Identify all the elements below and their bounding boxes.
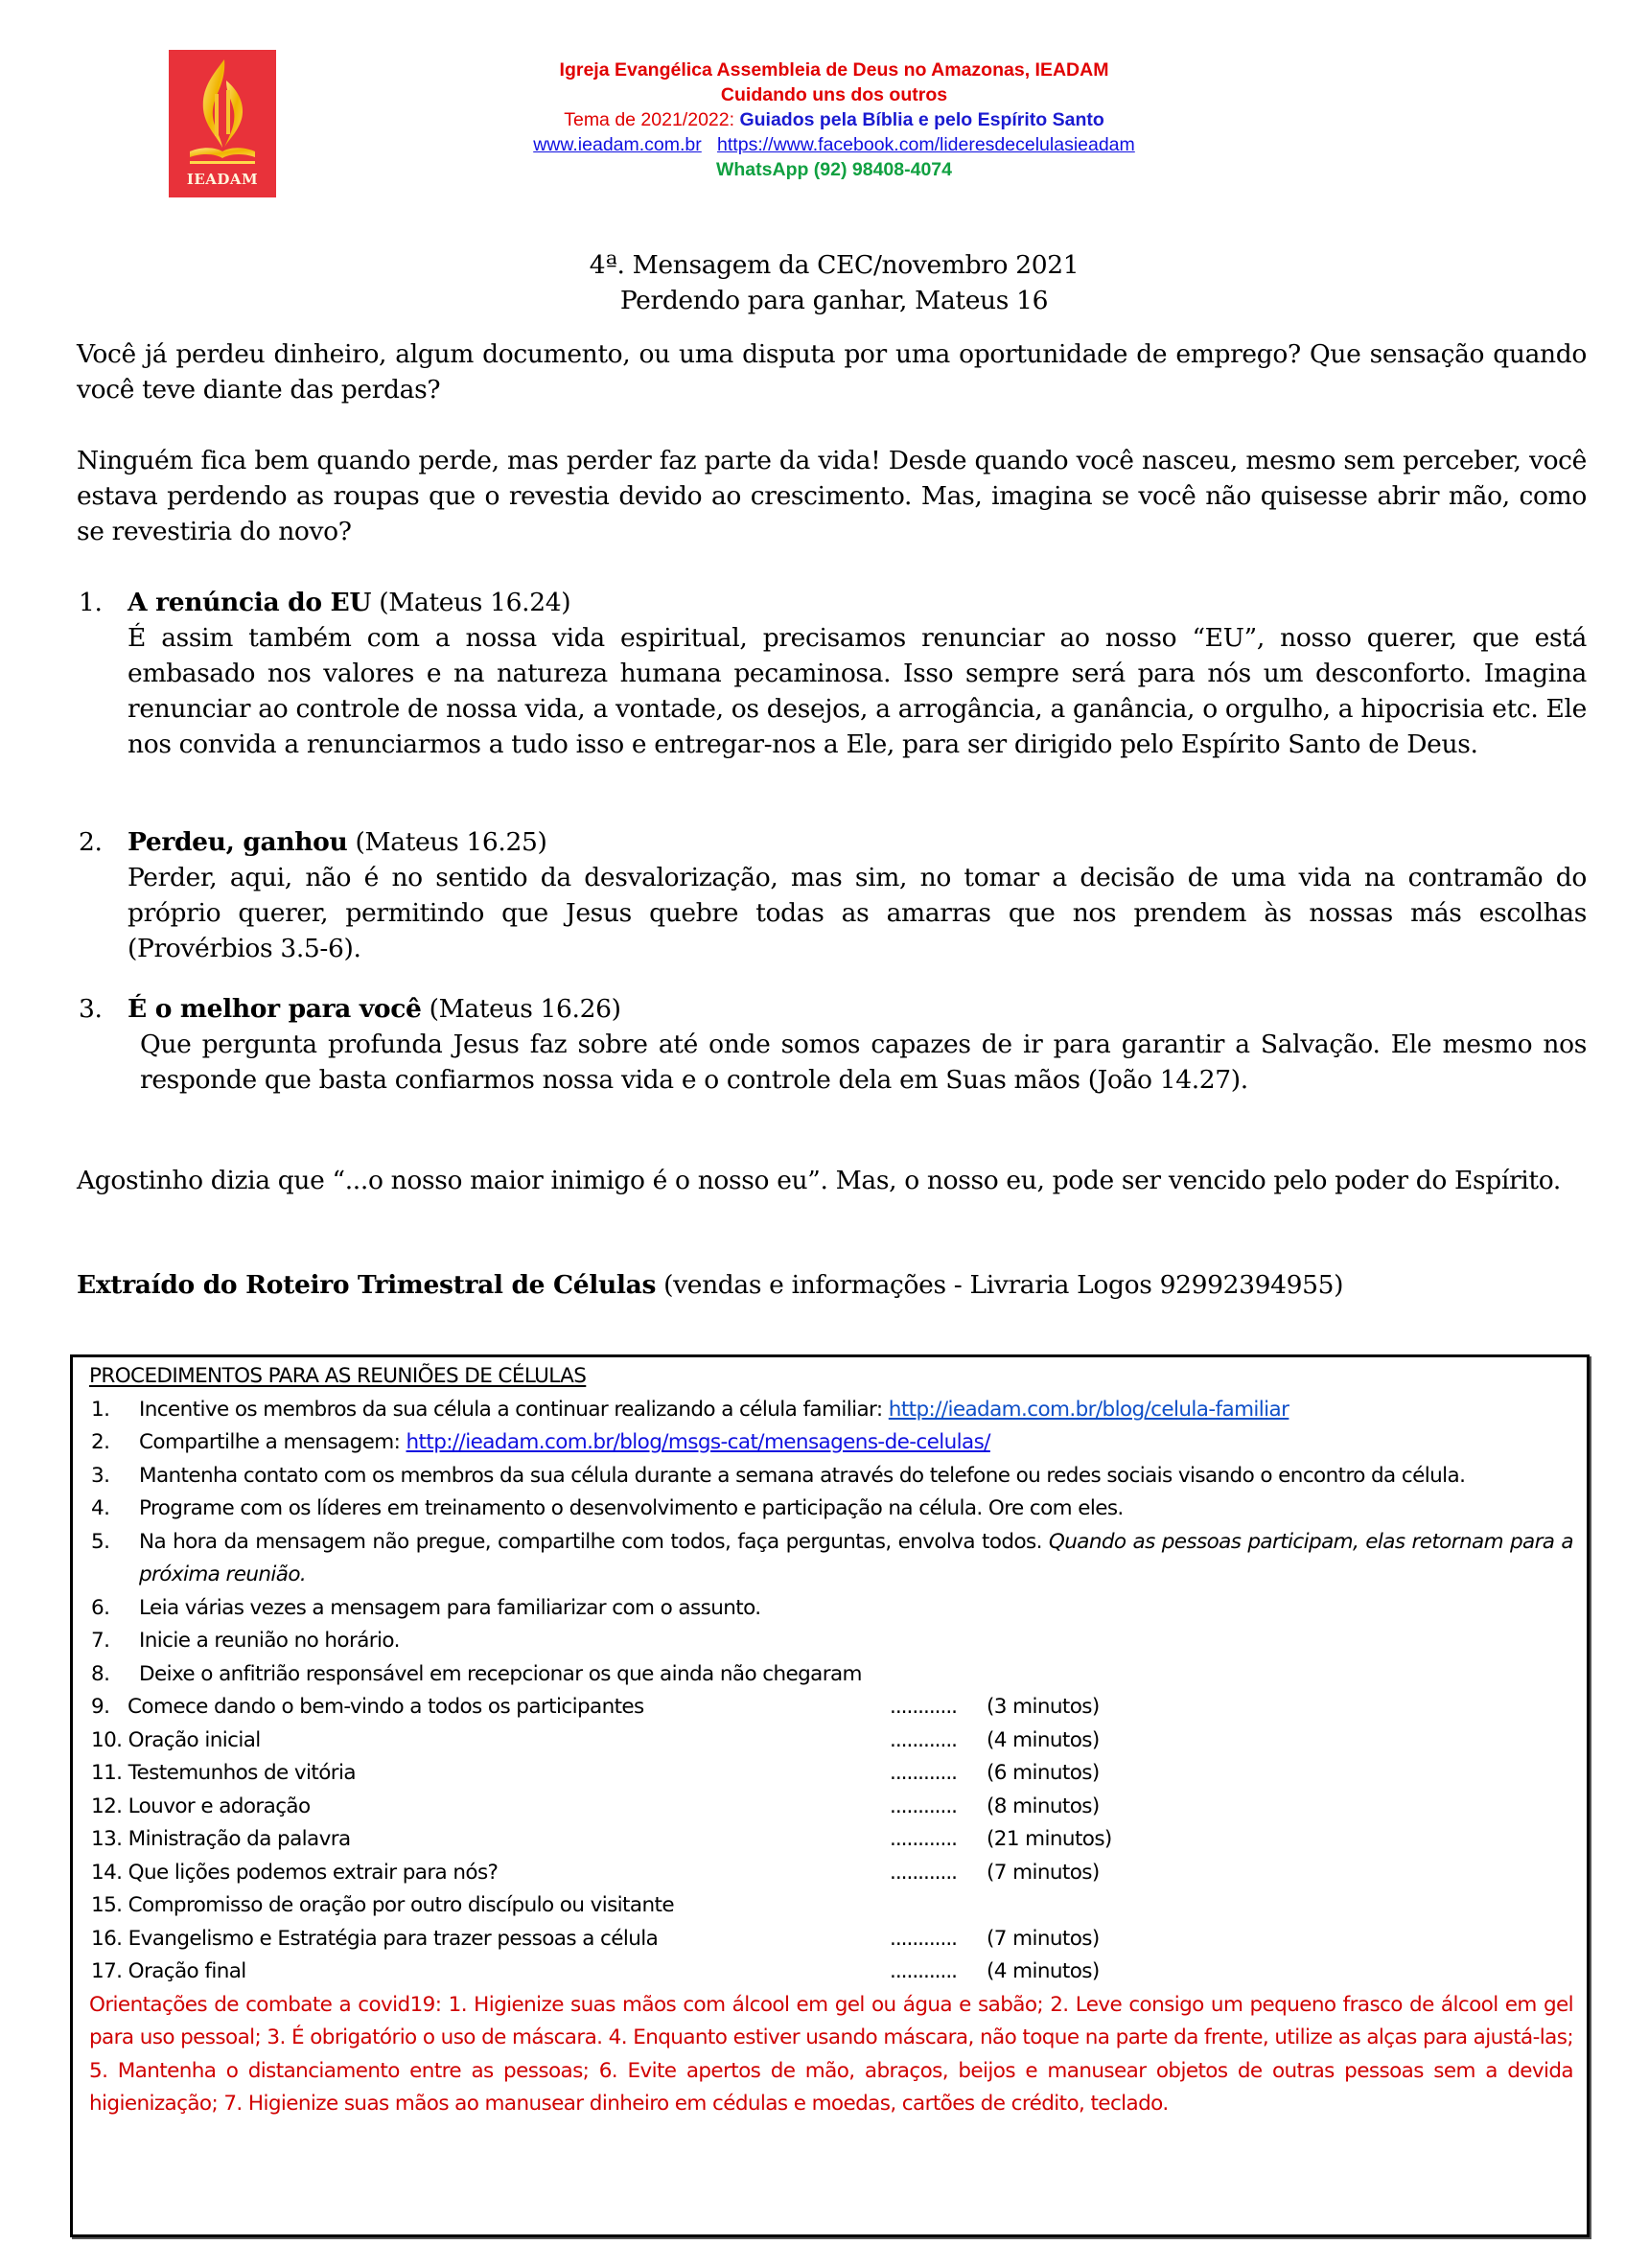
point-heading: É o melhor para você	[128, 994, 422, 1024]
procedure-item	[89, 1526, 1573, 1592]
procedure-number: 2.	[91, 1430, 110, 1454]
procedure-number: 3.	[91, 1463, 110, 1488]
ieadam-logo	[169, 50, 276, 197]
agenda-item	[89, 1724, 1573, 1758]
agenda-duration: (3 minutos)	[987, 1695, 1100, 1719]
agenda-item	[89, 1757, 1573, 1791]
source-title: Extraído do Roteiro Trimestral de Células	[77, 1270, 657, 1300]
theme-text: Guiados pela Bíblia e pelo Espírito Santo	[739, 109, 1104, 130]
agenda-label: 12. Louvor e adoração	[91, 1794, 311, 1818]
intro-paragraph-1: Você já perdeu dinheiro, algum documento, ou uma disputa por uma oportunidade de emprego? Que sensação quando você teve diante das perdas?	[77, 339, 1587, 405]
agenda-label: 11. Testemunhos de vitória	[91, 1761, 356, 1785]
title-line-2: Perdendo para ganhar, Mateus 16	[619, 286, 1049, 315]
agenda-item	[89, 1857, 1573, 1890]
flame-bible-icon	[184, 56, 261, 169]
dot-leader: ............	[890, 1926, 958, 1951]
intro-paragraph-2: Ninguém fica bem quando perde, mas perder faz parte da vida! Desde quando você nasceu, mesmo sem perceber, você estava perdendo as roupas que o revestia devido ao crescimento. Mas, imagina se você não quisesse abrir mão, como se revestiria do novo?	[77, 446, 1587, 546]
point-number: 1.	[79, 588, 103, 617]
agenda-label: 16. Evangelismo e Estratégia para trazer pessoas a célula	[91, 1926, 659, 1951]
church-motto: Cuidando uns dos outros	[720, 84, 948, 105]
procedure-text: Mantenha contato com os membros da sua célula durante a semana através do telefone ou redes sociais visando o encontro da célula.	[139, 1463, 1466, 1488]
source-line	[77, 1267, 1587, 1303]
agenda-item	[89, 1791, 1573, 1824]
dot-leader: ............	[890, 1860, 958, 1885]
point-heading: Perdeu, ganhou	[128, 827, 348, 857]
agenda-duration: (21 minutos)	[987, 1827, 1112, 1851]
procedure-text: Programe com os líderes em treinamento o desenvolvimento e participação na célula. Ore com eles.	[139, 1496, 1124, 1520]
agenda-label: 14. Que lições podemos extrair para nós?	[91, 1860, 499, 1885]
agenda-label: 15. Compromisso de oração por outro discípulo ou visitante	[91, 1893, 674, 1917]
point-3	[79, 991, 1587, 1098]
procedure-item	[89, 1460, 1573, 1493]
agenda-label: 9. Comece dando o bem-vindo a todos os participantes	[91, 1695, 644, 1719]
dot-leader: ............	[890, 1761, 958, 1785]
procedure-item	[89, 1592, 1573, 1626]
agenda-duration: (4 minutos)	[987, 1727, 1100, 1752]
procedure-text: Compartilhe a mensagem:	[139, 1430, 406, 1454]
links-line	[288, 132, 1381, 157]
theme-prefix: Tema de 2021/2022:	[564, 109, 740, 130]
agenda-duration: (4 minutos)	[987, 1959, 1100, 1983]
dot-leader: ............	[890, 1794, 958, 1818]
procedure-text: Incentive os membros da sua célula a continuar realizando a célula familiar:	[139, 1397, 889, 1422]
agenda-item	[89, 1923, 1573, 1956]
mensagens-link[interactable]: http://ieadam.com.br/blog/msgs-cat/mensagens-de-celulas/	[406, 1430, 990, 1454]
procedure-item	[89, 1426, 1573, 1460]
theme-line	[288, 107, 1381, 132]
agenda-duration: (8 minutos)	[987, 1794, 1100, 1818]
point-heading: A renúncia do EU	[128, 588, 372, 617]
agenda-duration: (6 minutos)	[987, 1761, 1100, 1785]
point-body: É assim também com a nossa vida espiritual, precisamos renunciar ao nosso “EU”, nosso querer, que está embasado nos valores e na natureza humana pecaminosa. Isso sempre será para nós um desconforto. Imagina renunciar ao controle de nossa vida, a vontade, os desejos, a arrogância, a ganância, o orgulho, a hipocrisia etc. Ele nos convida a renunciarmos a tudo isso e entregar-nos a Ele, para ser dirigido pelo Espírito Santo de Deus.	[128, 623, 1587, 759]
procedure-text: Deixe o anfitrião responsável em recepcionar os que ainda não chegaram	[139, 1661, 862, 1686]
agenda-label: 10. Oração inicial	[91, 1727, 261, 1752]
agenda-label: 17. Oração final	[91, 1959, 246, 1983]
agenda-duration: (7 minutos)	[987, 1926, 1100, 1951]
procedure-number: 1.	[91, 1397, 110, 1422]
church-name: Igreja Evangélica Assembleia de Deus no Amazonas, IEADAM	[559, 59, 1109, 81]
procedure-text: Inicie a reunião no horário.	[139, 1629, 400, 1653]
point-number: 3.	[79, 994, 103, 1024]
procedure-item	[89, 1394, 1573, 1427]
covid-guidelines: Orientações de combate a covid19: 1. Higienize suas mãos com álcool em gel ou água e sabão; 2. Leve consigo um pequeno frasco de álcool em gel para uso pessoal; 3. É obrigatório o uso de máscara. 4. Enquanto estiver usando máscara, não toque na parte da frente, utilize as alças para ajustá-las; 5. Mantenha o distanciamento entre as pessoas; 6. Evite apertos de mão, abraços, beijos e manusear objetos de outras pessoas sem a devida higienização; 7. Higienize suas mãos ao manusear dinheiro em cédulas e moedas, cartões de crédito, teclado.	[89, 1992, 1573, 2116]
message-title	[67, 247, 1601, 318]
procedure-number: 7.	[91, 1629, 110, 1653]
conclusion-paragraph: Agostinho dizia que “...o nosso maior inimigo é o nosso eu”. Mas, o nosso eu, pode ser vencido pelo poder do Espírito.	[77, 1166, 1561, 1195]
procedure-item	[89, 1625, 1573, 1658]
point-reference: (Mateus 16.25)	[347, 827, 547, 857]
facebook-link[interactable]: https://www.facebook.com/lideresdecelulasieadam	[717, 134, 1135, 155]
point-body: Perder, aqui, não é no sentido da desvalorização, mas sim, no tomar a decisão de uma vida na contramão do próprio querer, permitindo que Jesus quebre todas as amarras que nos prendem às nossas más escolhas (Provérbios 3.5-6).	[128, 863, 1587, 963]
procedure-number: 4.	[91, 1496, 110, 1520]
title-line-1: 4ª. Mensagem da CEC/novembro 2021	[589, 250, 1080, 280]
procedures-title: PROCEDIMENTOS PARA AS REUNIÕES DE CÉLULAS	[89, 1364, 587, 1388]
agenda-duration: (7 minutos)	[987, 1860, 1100, 1885]
whatsapp-contact: WhatsApp (92) 98408-4074	[715, 159, 953, 180]
procedures-box	[70, 1354, 1590, 2237]
logo-text: IEADAM	[186, 171, 259, 188]
church-header	[288, 58, 1381, 182]
agenda-item	[89, 1691, 1573, 1724]
procedure-item	[89, 1493, 1573, 1526]
procedure-number: 5.	[91, 1529, 110, 1554]
procedure-number: 8.	[91, 1661, 110, 1686]
celula-familiar-link[interactable]: http://ieadam.com.br/blog/celula-familiar	[888, 1397, 1289, 1422]
point-reference: (Mateus 16.26)	[421, 994, 621, 1024]
agenda-label: 13. Ministração da palavra	[91, 1827, 351, 1851]
procedure-number: 6.	[91, 1595, 110, 1620]
procedure-text: Leia várias vezes a mensagem para familiarizar com o assunto.	[139, 1595, 761, 1620]
point-body: Que pergunta profunda Jesus faz sobre até onde somos capazes de ir para garantir a Salvação. Ele mesmo nos responde que basta confiarmos nossa vida e o controle dela em Suas mãos (João 14.27).	[140, 1030, 1587, 1095]
point-1	[79, 585, 1587, 762]
procedure-text: Na hora da mensagem não pregue, compartilhe com todos, faça perguntas, envolva todos.	[139, 1529, 1049, 1554]
source-details: (vendas e informações - Livraria Logos 92992394955)	[656, 1270, 1344, 1300]
dot-leader: ............	[890, 1727, 958, 1752]
point-2	[79, 824, 1587, 966]
procedure-italic-note: Quando as pessoas participam, elas retornam para a próxima reunião.	[139, 1529, 1573, 1586]
point-reference: (Mateus 16.24)	[371, 588, 571, 617]
point-number: 2.	[79, 827, 103, 857]
dot-leader: ............	[890, 1827, 958, 1851]
agenda-item	[89, 1889, 1573, 1923]
dot-leader: ............	[890, 1959, 958, 1983]
procedure-item	[89, 1658, 1573, 1692]
dot-leader: ............	[890, 1695, 958, 1719]
agenda-item	[89, 1956, 1573, 1989]
website-link[interactable]: www.ieadam.com.br	[533, 134, 702, 155]
agenda-item	[89, 1823, 1573, 1857]
